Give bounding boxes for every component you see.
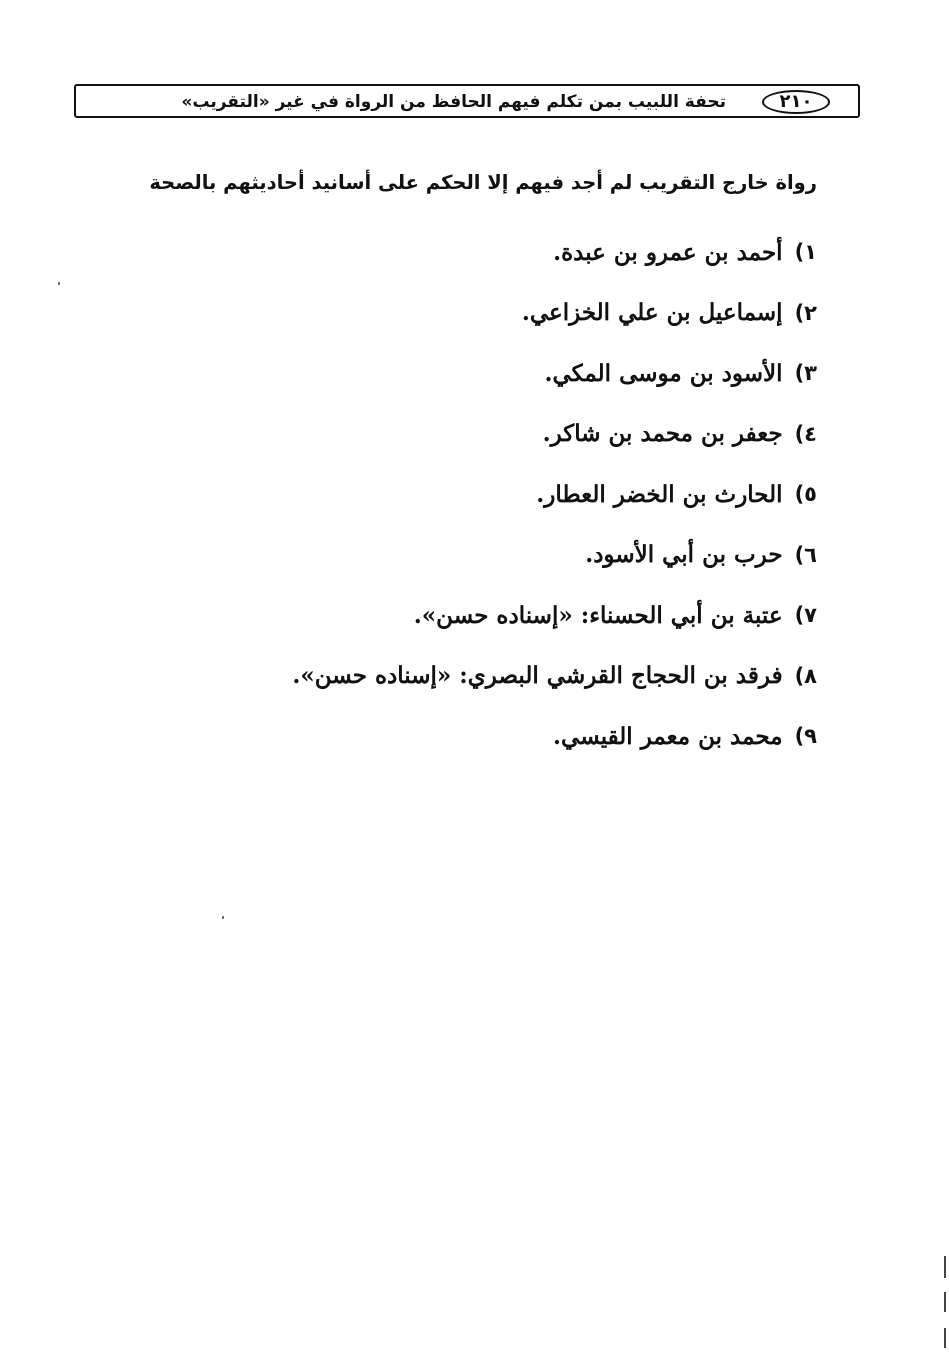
list-item — [292, 585, 817, 646]
item-number: ٦) — [794, 542, 817, 567]
list-item — [292, 343, 817, 404]
list-item — [292, 283, 817, 344]
list-item — [292, 464, 817, 525]
item-text: جعفر بن محمد بن شاكر. — [542, 420, 783, 448]
item-number: ٤) — [794, 421, 817, 446]
item-text: محمد بن معمر القيسي. — [553, 722, 783, 750]
page-number: ٢١٠ — [762, 90, 830, 114]
item-number: ٣) — [794, 361, 817, 386]
narrator-list — [292, 222, 817, 767]
scan-edge-mark — [944, 1256, 946, 1278]
item-text: أحمد بن عمرو بن عبدة. — [553, 238, 783, 266]
scan-speck — [222, 916, 224, 919]
item-number: ١) — [794, 240, 817, 265]
list-item — [292, 646, 817, 707]
item-text: الحارث بن الخضر العطار. — [536, 480, 783, 508]
item-number: ٧) — [794, 603, 817, 628]
item-text: حرب بن أبي الأسود. — [585, 541, 783, 569]
running-title: تحفة اللبيب بمن تكلم فيهم الحافظ من الرواة في غير «التقريب» — [181, 92, 726, 112]
scan-edge-mark — [944, 1328, 946, 1348]
item-text: عتبة بن أبي الحسناء: «إسناده حسن». — [413, 601, 783, 629]
item-text: إسماعيل بن علي الخزاعي. — [521, 299, 783, 327]
list-item — [292, 525, 817, 586]
item-number: ٥) — [794, 482, 817, 507]
item-number: ٨) — [794, 663, 817, 688]
section-heading: رواة خارج التقريب لم أجد فيهم إلا الحكم على أسانيد أحاديثهم بالصحة — [149, 171, 817, 194]
scan-edge-mark — [944, 1292, 946, 1312]
scan-speck — [58, 282, 60, 285]
item-text: فرقد بن الحجاج القرشي البصري: «إسناده حسن». — [292, 662, 783, 690]
item-number: ٩) — [794, 724, 817, 749]
page-header — [74, 84, 860, 118]
list-item — [292, 404, 817, 465]
list-item — [292, 706, 817, 767]
item-number: ٢) — [794, 300, 817, 325]
item-text: الأسود بن موسى المكي. — [544, 359, 783, 387]
list-item — [292, 222, 817, 283]
